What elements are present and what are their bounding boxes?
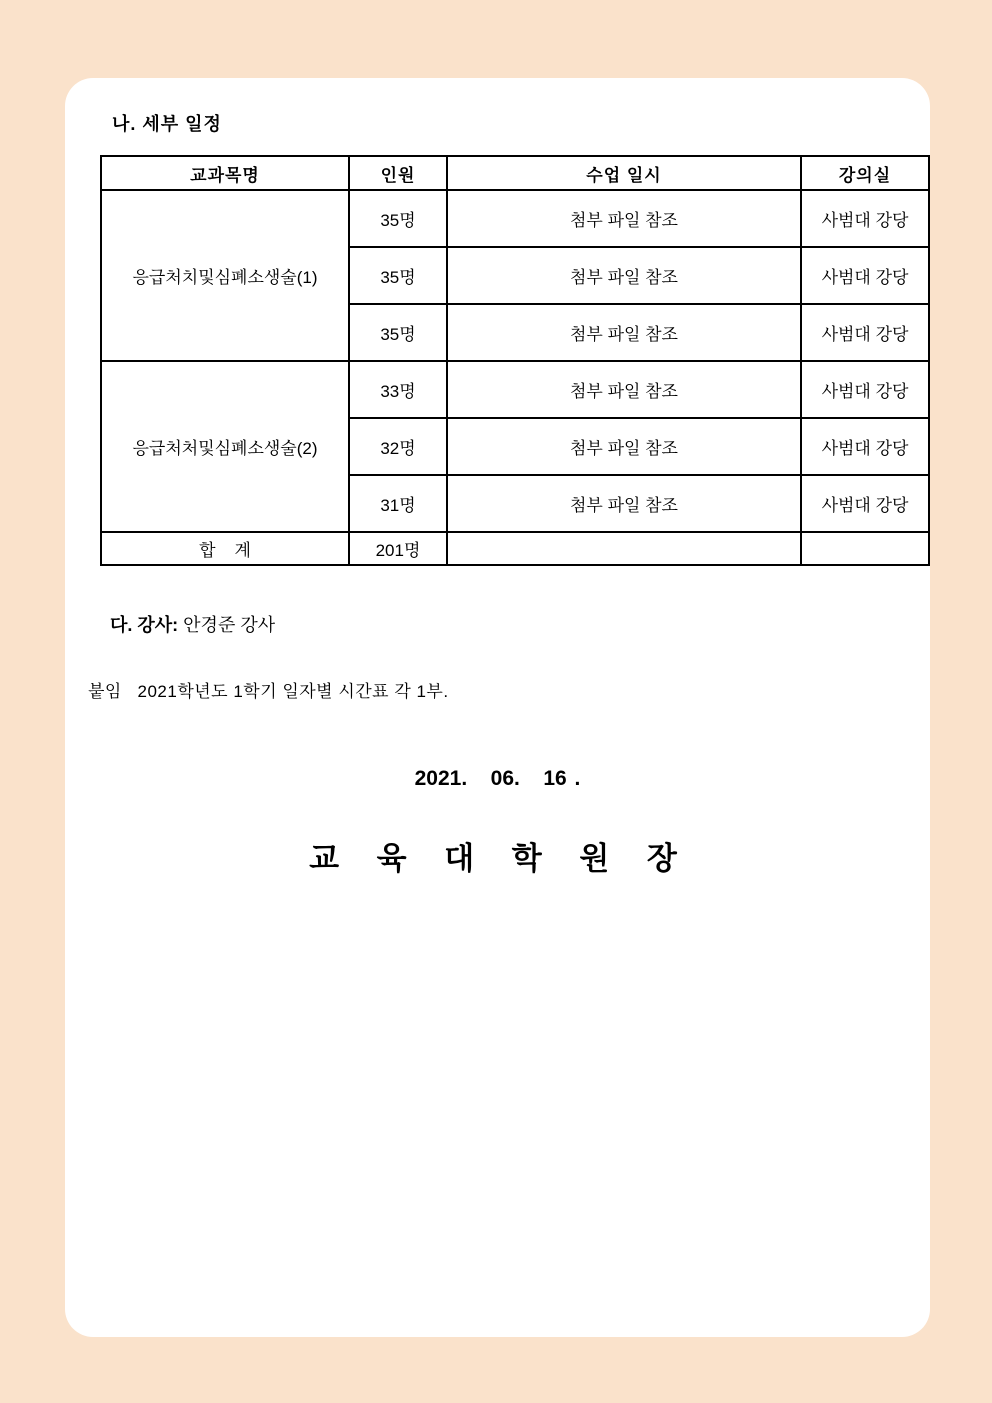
document-date: 2021. 06. 16 . xyxy=(414,767,581,790)
course-name-cell: 응급처치및심폐소생술(1) xyxy=(101,190,349,361)
header-headcount: 인원 xyxy=(349,156,447,190)
document-page xyxy=(65,78,930,1337)
signature-title: 교 육 대 학 원 장 xyxy=(309,841,686,876)
section-c-label: 다. 강사: xyxy=(110,615,179,635)
table-header-row xyxy=(101,156,929,190)
classroom-cell: 사범대 강당 xyxy=(801,190,929,247)
table-total-row xyxy=(101,532,929,565)
header-class-datetime: 수업 일시 xyxy=(447,156,801,190)
total-datetime-cell xyxy=(447,532,801,565)
headcount-cell: 31명 xyxy=(349,475,447,532)
total-headcount-cell: 201명 xyxy=(349,532,447,565)
schedule-table xyxy=(100,155,930,566)
headcount-cell: 35명 xyxy=(349,247,447,304)
classroom-cell: 사범대 강당 xyxy=(801,475,929,532)
class-datetime-cell: 첨부 파일 참조 xyxy=(447,247,801,304)
course-name-cell: 응급처처및심폐소생술(2) xyxy=(101,361,349,532)
class-datetime-cell: 첨부 파일 참조 xyxy=(447,418,801,475)
class-datetime-cell: 첨부 파일 참조 xyxy=(447,475,801,532)
instructor-name: 안경준 강사 xyxy=(178,615,276,635)
header-course-name: 교과목명 xyxy=(101,156,349,190)
headcount-cell: 32명 xyxy=(349,418,447,475)
table-row xyxy=(101,361,929,418)
classroom-cell: 사범대 강당 xyxy=(801,247,929,304)
attachment-line: 붙임 2021학년도 1학기 일자별 시간표 각 1부. xyxy=(88,682,449,701)
headcount-cell: 35명 xyxy=(349,304,447,361)
class-datetime-cell: 첨부 파일 참조 xyxy=(447,361,801,418)
section-b-heading: 나. 세부 일정 xyxy=(112,114,222,134)
total-label-cell: 합 계 xyxy=(101,532,349,565)
total-classroom-cell xyxy=(801,532,929,565)
classroom-cell: 사범대 강당 xyxy=(801,418,929,475)
section-c-line xyxy=(110,611,275,637)
classroom-cell: 사범대 강당 xyxy=(801,361,929,418)
headcount-cell: 33명 xyxy=(349,361,447,418)
classroom-cell: 사범대 강당 xyxy=(801,304,929,361)
class-datetime-cell: 첨부 파일 참조 xyxy=(447,304,801,361)
header-classroom: 강의실 xyxy=(801,156,929,190)
table-row xyxy=(101,190,929,247)
class-datetime-cell: 첨부 파일 참조 xyxy=(447,190,801,247)
headcount-cell: 35명 xyxy=(349,190,447,247)
